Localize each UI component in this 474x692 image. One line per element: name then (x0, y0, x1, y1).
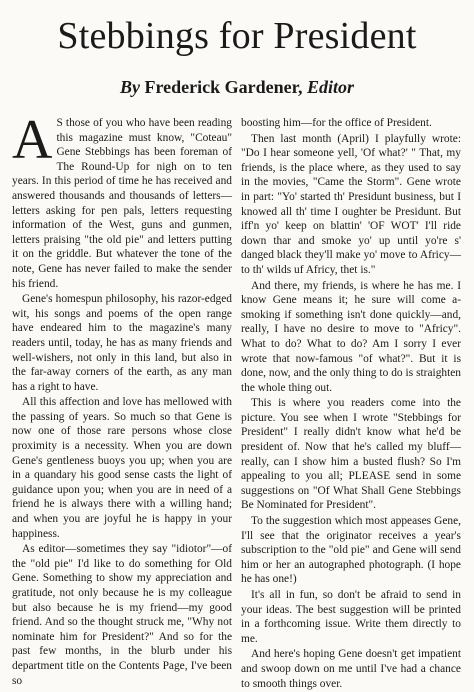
byline-role: Editor (306, 77, 354, 97)
paragraph: Gene's homespun philosophy, his razor-edged wit, his songs and poems of the open range have endeared him to the magazine's many readers until, today, he has as many friends and well-wishers, not only in this land, but also in the far-away corners of the earth, as any man has a right to have. (12, 293, 232, 393)
article-body (12, 109, 462, 692)
byline-author: Frederick Gardener, (144, 77, 303, 97)
paragraph: And here's hoping Gene doesn't get impatient and swoop down on me until I've had a chance to smooth things over. (241, 648, 461, 690)
article-title: Stebbings for President (57, 15, 417, 57)
drop-cap: A (12, 109, 53, 171)
left-column (12, 109, 232, 692)
paragraph: This is where you readers come into the picture. You see when I wrote "Stebbings for President" I really didn't know what he'd be president of. Now that he's called my bluff—really, can I show him a busted flush? So I'm appealing to you all; PLEASE send in some suggestions on "Of What Shall Gene Stebbings Be Nominated for President". (241, 397, 461, 512)
byline-by: By (120, 77, 140, 97)
paragraph: All this affection and love has mellowed with the passing of years. So much so that Gene is now one of those rare persons whose close proximity is a necessity. When you are down Gene's gentleness buoys you up; when you are in a quandary his good sense casts the light of guidance upon you; when you are in need of a friend he is always there with a willing hand; and when you are joyful he is happy in your happiness. (12, 396, 232, 540)
paragraph: It's all in fun, so don't be afraid to send in your ideas. The best suggestion will be printed in a forthcoming issue. Write them directly to me. (241, 589, 461, 645)
paragraph: A S those of you who have been reading this magazine must know, "Coteau" Gene Stebbings has been foreman of The Round-Up for nigh on to ten years. In this period of time he has received and answered thousands and thousands of letters—letters asking for pen pals, letters requesting information of the West, guns and gunmen, letters praising "the old pie" and letters putting it on the griddle. But whatever the tone of the note, Gene has never failed to make the sender his friend. (12, 109, 232, 290)
paragraph: And there, my friends, is where he has me. I know Gene means it; he sure will come a-smoking if something isn't done quickly—and, really, I have no desire to move to "Africy". What to do? What to do? Am I sorry I ever wrote that now-famous "of what?". But it is done, now, and the only thing to do is straighten the whole thing out. (241, 279, 461, 394)
paragraph: As editor—sometimes they say "idiotor"—of the "old pie" I'd like to do something for Old Gene. Something to show my appreciation and gratitude, not only because he is my colleague but also because he is my friend—my good friend. And so the thought struck me, "Why not nominate him for President?" And so for the past few months, in the blurb under his department title on the Contents Page, I've been so (12, 543, 232, 687)
right-column (241, 116, 461, 692)
byline (12, 76, 462, 98)
paragraph: To the suggestion which most appeases Gene, I'll see that the originator receives a year's subscription to the "old pie" and Gene will send him or her an autographed photograph. (I hope he has one!) (241, 515, 461, 586)
paragraph: Then last month (April) I playfully wrote: "Do I hear someone yell, 'Of what?' " That, my friends, is the place where, as they used to say in the movies, "Came the Storm". Gene wrote in part: "Yo' started th' Presidunt business, but I knowed all th' time I oughter be Presidunt. But iff'n yo' keep on blattin' 'OF WOT' I'll ride down thar and smoke yo' up until yo're s' danged black they'll make yo' move to Africy—to th' wilds uf Africy, thet is." (241, 132, 461, 276)
paragraph: boosting him—for the office of President. (241, 117, 432, 129)
